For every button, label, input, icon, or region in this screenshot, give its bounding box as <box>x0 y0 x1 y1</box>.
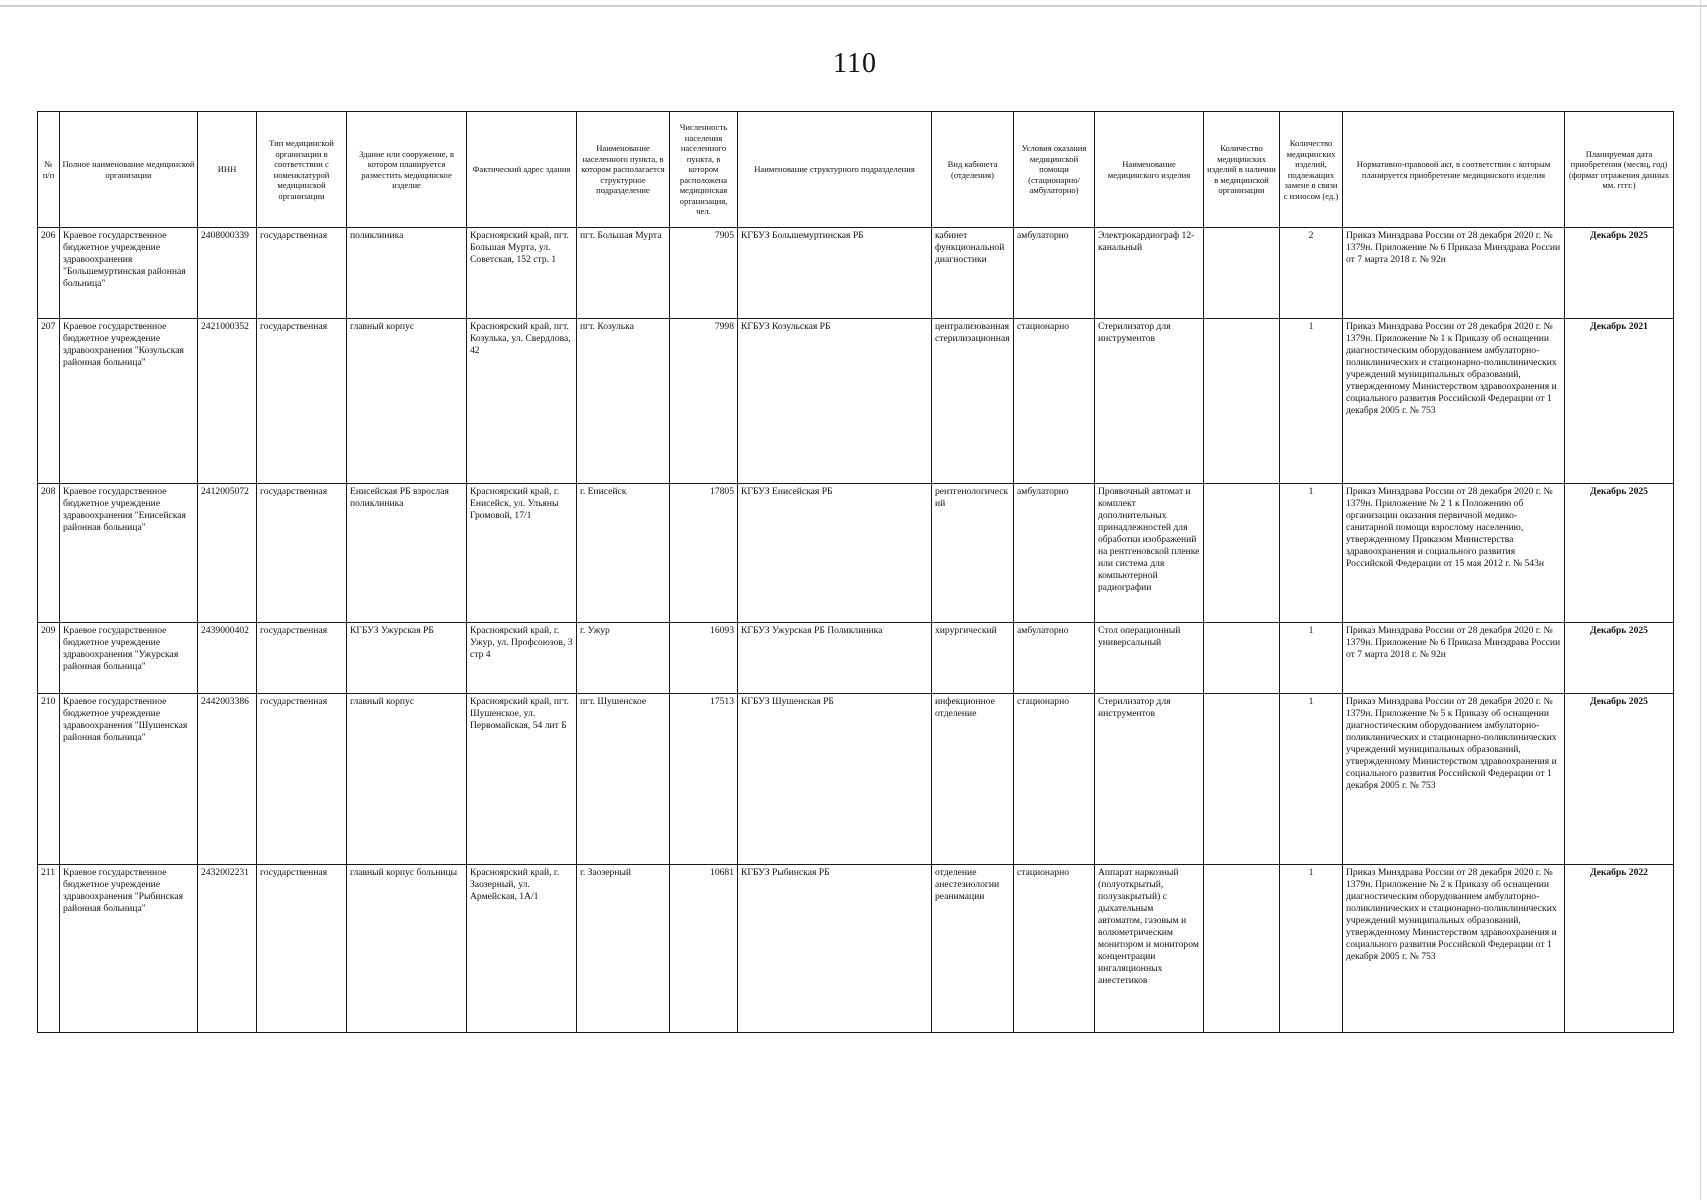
medical-equipment-table <box>37 111 1674 1033</box>
cell-conditions: стационарно <box>1014 319 1095 484</box>
cell-cabinet: централизованная стерилизационная <box>932 319 1014 484</box>
cell-org-name: Краевое государственное бюджетное учреждение здравоохранения "Шушенская районная больница" <box>60 694 198 865</box>
cell-unit: КГБУЗ Шушенская РБ <box>738 694 932 865</box>
cell-planned-date: Декабрь 2025 <box>1565 484 1674 623</box>
table-row <box>38 865 1674 1033</box>
cell-org-type: государственная <box>257 319 347 484</box>
cell-device: Стерилизатор для инструментов <box>1095 319 1204 484</box>
cell-org-name: Краевое государственное бюджетное учреждение здравоохранения "Ужурская районная больница" <box>60 623 198 694</box>
cell-planned-date: Декабрь 2021 <box>1565 319 1674 484</box>
cell-population: 17805 <box>670 484 738 623</box>
header-settlement: Наименование населенного пункта, в котором располагается структурное подразделение <box>577 112 670 228</box>
cell-legal-act: Приказ Минздрава России от 28 декабря 2020 г. № 1379н. Приложение № 2 к Приказу об оснащении диагностическим оборудованием амбулаторно-поликлинических и стационарно-поликлинических учреждений муниципальных образований, утвержденному Министерством здравоохранения и социального развития Российской Федерации от 1 декабря 2005 г. № 753 <box>1343 865 1565 1033</box>
cell-settlement: г. Енисейск <box>577 484 670 623</box>
header-population: Численность населения населенного пункта, в котором расположена медицинская организация, чел. <box>670 112 738 228</box>
table-row <box>38 484 1674 623</box>
cell-legal-act: Приказ Минздрава России от 28 декабря 2020 г. № 1379н. Приложение № 5 к Приказу об оснащении диагностическим оборудованием амбулаторно-поликлинических и стационарно-поликлинических учреждений муниципальных образований, утвержденному Министерством здравоохранения и социального развития Российской Федерации от 1 декабря 2005 г. № 753 <box>1343 694 1565 865</box>
cell-inn: 2432002231 <box>198 865 257 1033</box>
header-cabinet: Вид кабинета (отделения) <box>932 112 1014 228</box>
cell-address: Красноярский край, г. Заозерный, ул. Армейская, 1А/1 <box>467 865 577 1033</box>
header-legal-act: Нормативно-правовой акт, в соответствии с которым планируется приобретение медицинского изделия <box>1343 112 1565 228</box>
cell-device: Стол операционный универсальный <box>1095 623 1204 694</box>
cell-device: Проявочный автомат и комплект дополнительных принадлежностей для обработки изображений на рентгеновской пленке или система для компьютерной радиографии <box>1095 484 1204 623</box>
cell-building: поликлиника <box>347 228 467 319</box>
cell-in-stock <box>1204 623 1280 694</box>
cell-in-stock <box>1204 865 1280 1033</box>
cell-building: главный корпус больницы <box>347 865 467 1033</box>
cell-population: 7998 <box>670 319 738 484</box>
cell-org-name: Краевое государственное бюджетное учреждение здравоохранения "Рыбинская районная больница" <box>60 865 198 1033</box>
cell-unit: КГБУЗ Ужурская РБ Поликлиника <box>738 623 932 694</box>
header-building: Здание или сооружение, в котором планируется разместить медицинское изделие <box>347 112 467 228</box>
header-in-stock: Количество медицинских изделий в наличии в медицинской организации <box>1204 112 1280 228</box>
cell-inn: 2421000352 <box>198 319 257 484</box>
cell-building: Енисейская РБ взрослая поликлиника <box>347 484 467 623</box>
cell-building: главный корпус <box>347 694 467 865</box>
cell-org-type: государственная <box>257 228 347 319</box>
scan-top-rule <box>0 5 1707 7</box>
cell-unit: КГБУЗ Козульская РБ <box>738 319 932 484</box>
cell-org-name: Краевое государственное бюджетное учреждение здравоохранения "Енисейская районная больница" <box>60 484 198 623</box>
header-conditions: Условия оказания медицинской помощи (стационарно/ амбулаторно) <box>1014 112 1095 228</box>
cell-cabinet: рентгенологический <box>932 484 1014 623</box>
cell-settlement: пгт. Шушенское <box>577 694 670 865</box>
cell-address: Красноярский край, г. Ужур, ул. Профсоюзов, 3 стр 4 <box>467 623 577 694</box>
cell-num: 207 <box>38 319 60 484</box>
cell-replace: 2 <box>1280 228 1343 319</box>
table-row <box>38 623 1674 694</box>
cell-population: 10681 <box>670 865 738 1033</box>
cell-num: 209 <box>38 623 60 694</box>
cell-conditions: амбулаторно <box>1014 484 1095 623</box>
cell-address: Красноярский край, пгт. Большая Мурта, ул. Советская, 152 стр. 1 <box>467 228 577 319</box>
cell-cabinet: отделение анестезиологии реанимации <box>932 865 1014 1033</box>
cell-population: 16093 <box>670 623 738 694</box>
cell-num: 210 <box>38 694 60 865</box>
cell-replace: 1 <box>1280 319 1343 484</box>
table-header-row <box>38 112 1674 228</box>
cell-unit: КГБУЗ Енисейская РБ <box>738 484 932 623</box>
cell-conditions: амбулаторно <box>1014 228 1095 319</box>
cell-device: Аппарат наркозный (полуоткрытый, полузакрытый) с дыхательным автоматом, газовым и волюметрическим монитором и монитором концентрации ингаляционных анестетиков <box>1095 865 1204 1033</box>
cell-planned-date: Декабрь 2025 <box>1565 623 1674 694</box>
cell-in-stock <box>1204 694 1280 865</box>
cell-building: КГБУЗ Ужурская РБ <box>347 623 467 694</box>
cell-legal-act: Приказ Минздрава России от 28 декабря 2020 г. № 1379н. Приложение № 1 к Приказу об оснащении диагностическим оборудованием амбулаторно-поликлинических и стационарно-поликлинических учреждений муниципальных образований, утвержденному Министерством здравоохранения и социального развития Российской Федерации от 1 декабря 2005 г. № 753 <box>1343 319 1565 484</box>
cell-num: 208 <box>38 484 60 623</box>
table-row <box>38 319 1674 484</box>
cell-num: 206 <box>38 228 60 319</box>
cell-inn: 2412005072 <box>198 484 257 623</box>
cell-settlement: пгт. Большая Мурта <box>577 228 670 319</box>
cell-planned-date: Декабрь 2025 <box>1565 228 1674 319</box>
cell-in-stock <box>1204 319 1280 484</box>
table-row <box>38 694 1674 865</box>
cell-settlement: пгт. Козулька <box>577 319 670 484</box>
cell-address: Красноярский край, г. Енисейск, ул. Ульяны Громовой, 17/1 <box>467 484 577 623</box>
cell-conditions: амбулаторно <box>1014 623 1095 694</box>
cell-legal-act: Приказ Минздрава России от 28 декабря 2020 г. № 1379н. Приложение № 6 Приказа Минздрава России от 7 марта 2018 г. № 92н <box>1343 623 1565 694</box>
cell-population: 17513 <box>670 694 738 865</box>
cell-address: Красноярский край, пгт. Шушенское, ул. Первомайская, 54 лит Б <box>467 694 577 865</box>
cell-legal-act: Приказ Минздрава России от 28 декабря 2020 г. № 1379н. Приложение № 2 1 к Положению об организации оказания первичной медико-санитарной помощи взрослому населению, утвержденному Приказом Министерства здравоохранения и социального развития Российской Федерации от 15 мая 2012 г. № 543н <box>1343 484 1565 623</box>
cell-device: Стерилизатор для инструментов <box>1095 694 1204 865</box>
cell-cabinet: инфекционное отделение <box>932 694 1014 865</box>
cell-org-type: государственная <box>257 694 347 865</box>
cell-address: Красноярский край, пгт. Козулька, ул. Свердлова, 42 <box>467 319 577 484</box>
cell-unit: КГБУЗ Большемуртинская РБ <box>738 228 932 319</box>
header-org-name: Полное наименование медицинской организации <box>60 112 198 228</box>
scan-right-rule <box>1700 0 1701 1200</box>
header-device: Наименование медицинского изделия <box>1095 112 1204 228</box>
cell-inn: 2408000339 <box>198 228 257 319</box>
cell-in-stock <box>1204 484 1280 623</box>
cell-replace: 1 <box>1280 865 1343 1033</box>
cell-in-stock <box>1204 228 1280 319</box>
header-num: № п/п <box>38 112 60 228</box>
cell-org-name: Краевое государственное бюджетное учреждение здравоохранения "Большемуртинская районная больница" <box>60 228 198 319</box>
cell-conditions: стационарно <box>1014 865 1095 1033</box>
cell-legal-act: Приказ Минздрава России от 28 декабря 2020 г. № 1379н. Приложение № 6 Приказа Минздрава России от 7 марта 2018 г. № 92н <box>1343 228 1565 319</box>
cell-unit: КГБУЗ Рыбинская РБ <box>738 865 932 1033</box>
cell-settlement: г. Заозерный <box>577 865 670 1033</box>
cell-org-type: государственная <box>257 865 347 1033</box>
cell-org-type: государственная <box>257 623 347 694</box>
page-number: 110 <box>833 48 877 79</box>
header-planned-date: Планируемая дата приобретения (месяц, год) (формат отражения данных мм. гггг.) <box>1565 112 1674 228</box>
cell-cabinet: кабинет функциональной диагностики <box>932 228 1014 319</box>
table-row <box>38 228 1674 319</box>
header-org-type: Тип медицинской организации в соответствии с номенклатурой медицинской организации <box>257 112 347 228</box>
cell-planned-date: Декабрь 2022 <box>1565 865 1674 1033</box>
cell-replace: 1 <box>1280 694 1343 865</box>
cell-population: 7905 <box>670 228 738 319</box>
cell-replace: 1 <box>1280 623 1343 694</box>
cell-org-name: Краевое государственное бюджетное учреждение здравоохранения "Козульская районная больница" <box>60 319 198 484</box>
cell-num: 211 <box>38 865 60 1033</box>
cell-inn: 2439000402 <box>198 623 257 694</box>
cell-org-type: государственная <box>257 484 347 623</box>
header-replace: Количество медицинских изделий, подлежащих замене в связи с износом (ед.) <box>1280 112 1343 228</box>
cell-settlement: г. Ужур <box>577 623 670 694</box>
cell-building: главный корпус <box>347 319 467 484</box>
header-unit: Наименование структурного подразделения <box>738 112 932 228</box>
cell-planned-date: Декабрь 2025 <box>1565 694 1674 865</box>
cell-conditions: стационарно <box>1014 694 1095 865</box>
cell-replace: 1 <box>1280 484 1343 623</box>
cell-inn: 2442003386 <box>198 694 257 865</box>
cell-device: Электрокардиограф 12-канальный <box>1095 228 1204 319</box>
cell-cabinet: хирургический <box>932 623 1014 694</box>
header-address: Фактический адрес здания <box>467 112 577 228</box>
header-inn: ИНН <box>198 112 257 228</box>
